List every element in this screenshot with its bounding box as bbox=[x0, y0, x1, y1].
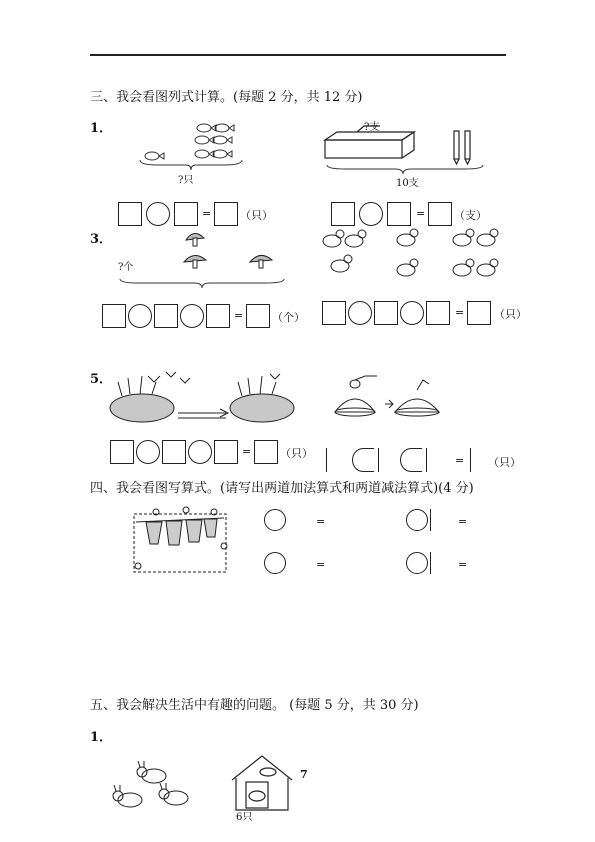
s4-equals-4: = bbox=[458, 558, 468, 571]
q2-top-label: ?支 bbox=[364, 122, 380, 133]
q4-operator-circle-2[interactable] bbox=[400, 301, 424, 325]
s5-q1-number: 1． bbox=[90, 730, 113, 745]
q6-result-box[interactable] bbox=[470, 448, 471, 472]
q2-operator-circle[interactable] bbox=[359, 202, 383, 226]
house-count-label: 7 bbox=[300, 768, 308, 781]
q4-operator-circle-1[interactable] bbox=[348, 301, 372, 325]
bird-cages-illustration bbox=[325, 372, 455, 422]
s4-answer-bar-2[interactable] bbox=[430, 509, 431, 531]
s4-operator-circle-2[interactable] bbox=[406, 509, 428, 531]
q2-equals: = bbox=[416, 207, 426, 220]
q6-operator-circle-1[interactable] bbox=[352, 448, 374, 472]
q3-operator-circle-2[interactable] bbox=[180, 304, 204, 328]
q6-operator-circle-2[interactable] bbox=[400, 448, 422, 472]
q1-answer-box-1[interactable] bbox=[118, 202, 142, 226]
q4-answer-box-2[interactable] bbox=[374, 301, 398, 325]
q1-result-box[interactable] bbox=[214, 202, 238, 226]
q1-total-label: ?只 bbox=[178, 175, 194, 186]
q6-answer-box-3[interactable] bbox=[426, 448, 427, 472]
q2-answer-box-1[interactable] bbox=[331, 202, 355, 226]
top-rule bbox=[90, 54, 506, 56]
s4-operator-circle-1[interactable] bbox=[264, 509, 286, 531]
q3-unit: （个） bbox=[272, 311, 305, 324]
q2-unit: （支） bbox=[454, 209, 487, 222]
q4-answer-box-1[interactable] bbox=[322, 301, 346, 325]
q3-operator-circle-1[interactable] bbox=[128, 304, 152, 328]
q6-answer-box-1[interactable] bbox=[326, 448, 327, 472]
q1-brace bbox=[138, 158, 244, 172]
q5-answer-box-1[interactable] bbox=[110, 440, 134, 464]
s4-equals-1: = bbox=[316, 515, 326, 528]
q4-unit: （只） bbox=[494, 308, 527, 321]
s4-equals-2: = bbox=[458, 515, 468, 528]
s4-answer-bar-4[interactable] bbox=[430, 552, 431, 574]
s4-equals-3: = bbox=[316, 558, 326, 571]
q6-answer-box-2[interactable] bbox=[378, 448, 379, 472]
s4-operator-circle-4[interactable] bbox=[406, 552, 428, 574]
q1-unit: （只） bbox=[240, 209, 273, 222]
section5-title: 五、我会解决生活中有趣的问题。 (每题 5 分，共 30 分) bbox=[90, 698, 419, 713]
q3-side-label: ?个 bbox=[118, 262, 134, 273]
q5-number: 5． bbox=[90, 372, 113, 387]
q3-number: 3． bbox=[90, 232, 113, 247]
q5-answer-box-2[interactable] bbox=[162, 440, 186, 464]
birds-bushes-illustration bbox=[108, 368, 308, 432]
q5-answer-box-3[interactable] bbox=[214, 440, 238, 464]
chicks-illustration bbox=[320, 226, 510, 296]
q3-answer-box-3[interactable] bbox=[206, 304, 230, 328]
q1-answer-box-2[interactable] bbox=[174, 202, 198, 226]
q3-answer-box-1[interactable] bbox=[102, 304, 126, 328]
q4-answer-box-3[interactable] bbox=[426, 301, 450, 325]
q5-unit: （只） bbox=[280, 447, 313, 460]
q4-result-box[interactable] bbox=[467, 301, 491, 325]
rabbit-house-illustration bbox=[228, 752, 298, 814]
q2-total-label: 10支 bbox=[396, 178, 419, 189]
clothes-line-illustration bbox=[126, 506, 234, 578]
mushrooms-illustration bbox=[180, 228, 280, 276]
q3-brace bbox=[118, 278, 288, 290]
q1-number: 1． bbox=[90, 121, 113, 136]
q4-equals: = bbox=[455, 306, 465, 319]
q5-operator-circle-2[interactable] bbox=[188, 440, 212, 464]
q3-answer-box-2[interactable] bbox=[154, 304, 178, 328]
q2-result-box[interactable] bbox=[428, 202, 452, 226]
rabbits-illustration bbox=[108, 762, 192, 816]
q5-equals: = bbox=[242, 445, 252, 458]
q1-operator-circle[interactable] bbox=[146, 202, 170, 226]
house-bottom-label: 6只 bbox=[236, 812, 253, 823]
section4-title: 四、我会看图写算式。(请写出两道加法算式和两道减法算式)(4 分) bbox=[90, 481, 474, 496]
q2-answer-box-2[interactable] bbox=[387, 202, 411, 226]
q3-result-box[interactable] bbox=[246, 304, 270, 328]
q1-equals: = bbox=[202, 207, 212, 220]
q3-equals: = bbox=[234, 309, 244, 322]
q5-operator-circle-1[interactable] bbox=[136, 440, 160, 464]
s4-operator-circle-3[interactable] bbox=[264, 552, 286, 574]
q6-equals: = bbox=[455, 454, 465, 467]
q6-unit: （只） bbox=[488, 456, 521, 469]
q5-result-box[interactable] bbox=[254, 440, 278, 464]
section3-title: 三、我会看图列式计算。(每题 2 分，共 12 分) bbox=[90, 90, 363, 105]
